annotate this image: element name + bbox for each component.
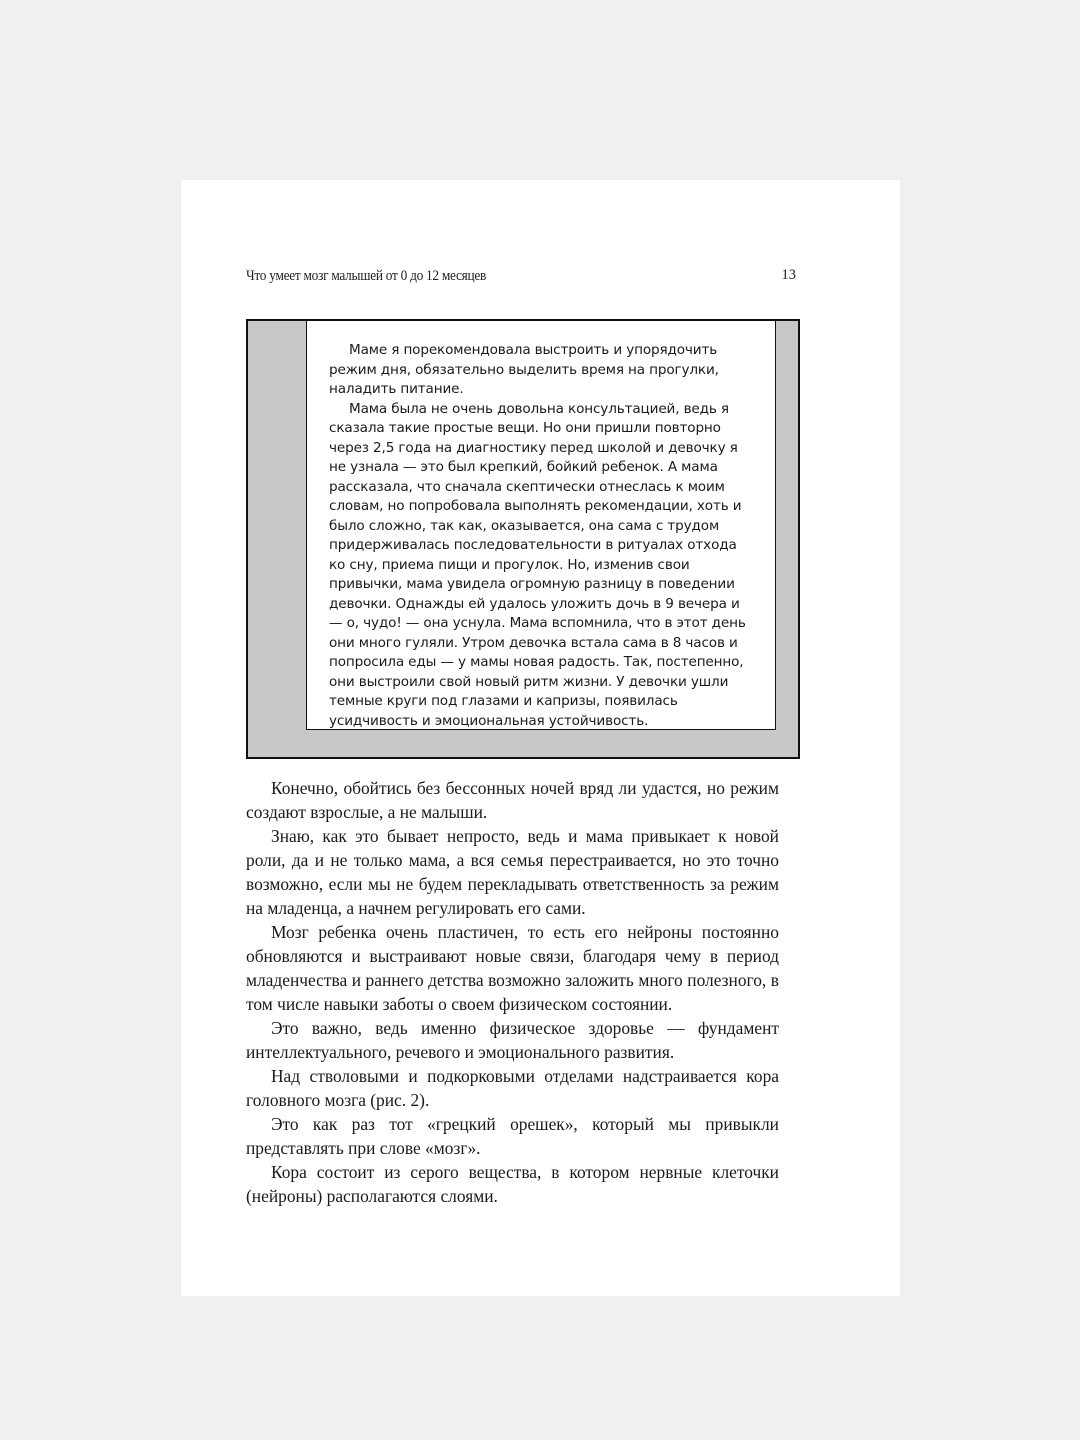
body-paragraph: Мозг ребенка очень пластичен, то есть его нейроны постоянно обновляются и выстраивают новые связи, благодаря чему в период младенчества и раннего детства возможно заложить много полезного, в том числе навыки заботы о своем физическом состоянии. (246, 922, 779, 1014)
body-text (246, 776, 779, 1208)
running-head: Что умеет мозг малышей от 0 до 12 месяцев (246, 268, 487, 284)
case-study-text-panel (306, 320, 776, 730)
body-paragraph: Над стволовыми и подкорковыми отделами надстраивается кора головного мозга (рис. 2). (246, 1066, 779, 1110)
book-page (181, 180, 900, 1296)
body-paragraph: Конечно, обойтись без бессонных ночей вряд ли удастся, но режим создают взрослые, а не малыши. (246, 778, 779, 822)
body-paragraph: Знаю, как это бывает непросто, ведь и мама привыкает к новой роли, да и не только мама, а вся семья перестраивается, но это точно возможно, если мы не будем перекладывать ответственность за режим на младенца, а начнем регулировать его сами. (246, 826, 779, 918)
body-paragraph: Кора состоит из серого вещества, в котором нервные клеточки (нейроны) располагаются слоями. (246, 1162, 779, 1206)
body-paragraph: Это важно, ведь именно физическое здоровье — фундамент интеллектуального, речевого и эмоционального развития. (246, 1018, 779, 1062)
page-number: 13 (781, 267, 796, 283)
case-study-box (246, 319, 800, 759)
case-study-paragraph: Маме я порекомендовала выстроить и упорядочить режим дня, обязательно выделить время на прогулки, наладить питание. (329, 342, 719, 397)
case-study-paragraph: Мама была не очень довольна консультацией, ведь я сказала такие простые вещи. Но они пришли повторно через 2,5 года на диагностику перед школой и девочку я не узнала — это был крепкий, бойкий ребенок. А мама рассказала, что сначала скептически отнеслась к моим словам, но попробовала выполнять рекомендации, хоть и было сложно, так как, оказывается, она сама с трудом придерживалась последовательности в ритуалах отхода ко сну, приема пищи и прогулок. Но, изменив свои привычки, мама увидела огромную разницу в поведении девочки. Однажды ей удалось уложить дочь в 9 вечера и — о, чудо! — она уснула. Мама вспомнила, что в этот день они много гуляли. Утром девочка встала сама в 8 часов и попросила еды — у мамы новая радость. Так, постепенно, они выстроили свой новый ритм жизни. У девочки ушли темные круги под глазами и капризы, появилась усидчивость и эмоциональная устойчивость. (329, 400, 746, 729)
body-paragraph: Это как раз тот «грецкий орешек», который мы привыкли представлять при слове «мозг». (246, 1114, 779, 1158)
